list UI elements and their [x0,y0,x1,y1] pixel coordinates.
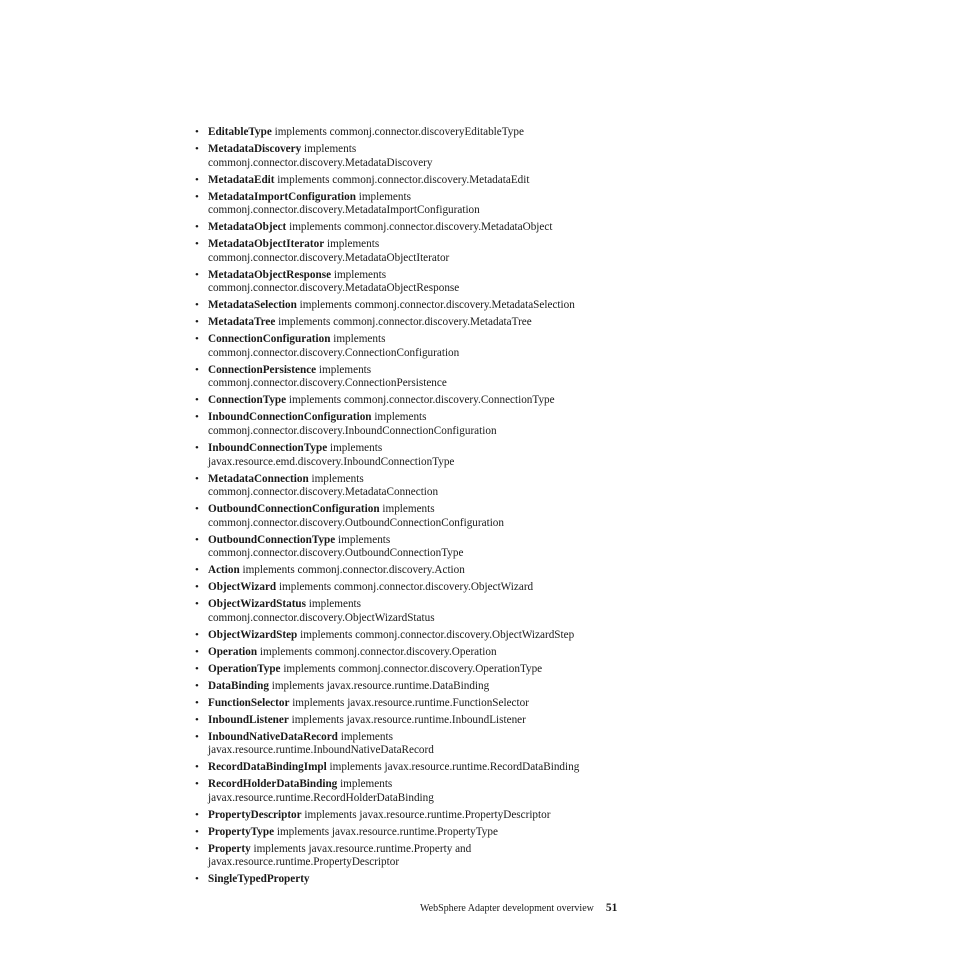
class-name: OutboundConnectionConfiguration [208,503,380,516]
interface-name: javax.resource.runtime.RecordHolderDataBinding [208,791,434,804]
bullet-icon: • [195,363,199,376]
list-item [195,581,635,595]
bullet-icon: • [195,598,199,611]
implements-text: implements [358,190,411,203]
bullet-icon: • [195,696,199,709]
class-name: OperationType [208,662,281,675]
class-name: MetadataObjectResponse [208,268,332,281]
implements-text: implements commonj.connector.discovery.MetadataObject [289,221,553,234]
class-name: MetadataObject [208,221,287,234]
class-name: MetadataEdit [208,173,275,186]
interface-name: commonj.connector.discovery.OutboundConnectionType [208,547,464,560]
class-name: ConnectionType [208,394,287,407]
bullet-icon: • [195,268,199,281]
list-item [195,299,635,313]
list-item [195,680,635,694]
interface-name: commonj.connector.discovery.MetadataObjectIterator [208,251,450,264]
bullet-icon: • [195,411,199,424]
list-item [195,442,635,469]
interface-name: javax.resource.runtime.PropertyDescriptor [208,856,400,869]
implements-text: implements commonj.connector.discovery.MetadataTree [278,316,532,329]
implements-text: implements javax.resource.runtime.PropertyType [276,825,498,838]
bullet-icon: • [195,190,199,203]
class-name: MetadataConnection [208,472,309,485]
bullet-icon: • [195,581,199,594]
interface-name: commonj.connector.discovery.MetadataImportConfiguration [208,204,480,217]
implements-text: implements commonj.connector.discovery.ObjectWizard [278,581,534,594]
list-item [195,629,635,643]
list-item [195,221,635,235]
list-item [195,364,635,391]
list-item [195,826,635,840]
list-item [195,564,635,578]
bullet-icon: • [195,472,199,485]
bullet-icon: • [195,316,199,329]
implements-text: implements javax.resource.runtime.InboundListener [291,713,526,726]
class-name: ObjectWizardStep [208,628,298,641]
implements-text: implements [329,441,383,454]
list-item [195,411,635,438]
list-item [195,126,635,140]
interface-name: commonj.connector.discovery.MetadataConnection [208,486,439,499]
bullet-icon: • [195,221,199,234]
class-name: ConnectionPersistence [208,363,317,376]
implements-text: implements commonj.connector.discovery.Operation [259,645,497,658]
list-item [195,503,635,530]
class-name: Action [208,564,240,577]
bullet-icon: • [195,173,199,186]
class-name: ObjectWizardStatus [208,598,306,611]
list-item [195,191,635,218]
implements-text: implements commonj.connector.discovery.MetadataSelection [299,299,575,312]
class-name: ConnectionConfiguration [208,333,331,346]
interface-name: commonj.connector.discovery.OutboundConnectionConfiguration [208,516,504,529]
interface-name: commonj.connector.discovery.ConnectionConfiguration [208,346,460,359]
bullet-icon: • [195,679,199,692]
list-item [195,598,635,625]
list-item [195,333,635,360]
interface-name: commonj.connector.discovery.ConnectionPersistence [208,377,447,390]
class-name: InboundConnectionType [208,441,328,454]
list-item [195,663,635,677]
list-item [195,843,635,870]
class-name: FunctionSelector [208,696,290,709]
class-name: MetadataDiscovery [208,142,302,155]
class-name: MetadataObjectIterator [208,238,325,251]
class-name: RecordDataBindingImpl [208,761,327,774]
list-item [195,269,635,296]
list-item [195,646,635,660]
implements-text: implements [333,333,386,346]
implements-text: implements [308,598,361,611]
list-item [195,873,635,887]
list-item [195,697,635,711]
interface-name: javax.resource.emd.discovery.InboundConnectionType [208,455,455,468]
implements-text: implements commonj.connector.discovery.ConnectionType [288,394,555,407]
bullet-icon: • [195,842,199,855]
class-name: RecordHolderDataBinding [208,778,338,791]
bullet-icon: • [195,441,199,454]
implements-text: implements [333,268,387,281]
implements-text: implements javax.resource.runtime.RecordDataBinding [329,761,580,774]
class-implementation-list [195,126,635,890]
bullet-icon: • [195,808,199,821]
bullet-icon: • [195,778,199,791]
bullet-icon: • [195,299,199,312]
class-name: DataBinding [208,679,269,692]
list-item [195,473,635,500]
implements-text: implements [382,503,435,516]
implements-text: implements commonj.connector.discovery.ObjectWizardStep [300,628,575,641]
page-number: 51 [605,902,618,914]
implements-text: implements commonj.connector.discovery.MetadataEdit [277,173,530,186]
class-name: MetadataTree [208,316,276,329]
bullet-icon: • [195,126,199,138]
interface-name: commonj.connector.discovery.ObjectWizardStatus [208,611,435,624]
implements-text: implements javax.resource.runtime.Property and [253,842,472,855]
class-name: InboundConnectionConfiguration [208,411,372,424]
class-name: PropertyDescriptor [208,808,302,821]
interface-name: javax.resource.runtime.InboundNativeDataRecord [208,744,434,757]
class-name: MetadataImportConfiguration [208,190,356,203]
implements-text: implements [318,363,372,376]
page-footer [420,902,630,914]
interface-name: commonj.connector.discovery.InboundConnectionConfiguration [208,424,497,437]
bullet-icon: • [195,628,199,641]
class-name: InboundListener [208,713,289,726]
list-item [195,238,635,265]
list-item [195,316,635,330]
bullet-icon: • [195,333,199,346]
class-name: ObjectWizard [208,581,277,594]
list-item [195,394,635,408]
bullet-icon: • [195,564,199,577]
implements-text: implements [311,472,364,485]
footer-title: WebSphere Adapter development overview [420,903,594,914]
implements-text: implements [340,730,393,743]
bullet-icon: • [195,645,199,658]
bullet-icon: • [195,761,199,774]
bullet-icon: • [195,873,199,886]
implements-text: implements [326,238,380,251]
list-item [195,761,635,775]
bullet-icon: • [195,713,199,726]
bullet-icon: • [195,533,199,546]
list-item [195,778,635,805]
bullet-icon: • [195,662,199,675]
interface-name: commonj.connector.discovery.MetadataObjectResponse [208,282,460,295]
bullet-icon: • [195,142,199,155]
bullet-icon: • [195,503,199,516]
implements-text: implements [374,411,427,424]
implements-text: implements javax.resource.runtime.FunctionSelector [292,696,529,709]
list-item [195,174,635,188]
class-name: Property [208,842,251,855]
bullet-icon: • [195,730,199,743]
class-name: PropertyType [208,825,275,838]
class-name: MetadataSelection [208,299,297,312]
list-item [195,809,635,823]
list-item [195,714,635,728]
class-name: OutboundConnectionType [208,533,336,546]
class-name: SingleTypedProperty [208,873,310,886]
list-item [195,143,635,170]
bullet-icon: • [195,394,199,407]
class-name: InboundNativeDataRecord [208,730,338,743]
implements-text: implements javax.resource.runtime.PropertyDescriptor [304,808,551,821]
implements-text: implements [338,533,391,546]
interface-name: commonj.connector.discovery.MetadataDiscovery [208,156,433,169]
implements-text: implements commonj.connector.discoveryEditableType [274,126,524,138]
implements-text: implements commonj.connector.discovery.Action [242,564,465,577]
implements-text: implements [304,142,357,155]
implements-text: implements javax.resource.runtime.DataBinding [271,679,490,692]
implements-text: implements [340,778,393,791]
list-item [195,534,635,561]
class-name: Operation [208,645,258,658]
bullet-icon: • [195,825,199,838]
list-item [195,731,635,758]
bullet-icon: • [195,238,199,251]
class-name: EditableType [208,126,272,138]
implements-text: implements commonj.connector.discovery.OperationType [283,662,543,675]
